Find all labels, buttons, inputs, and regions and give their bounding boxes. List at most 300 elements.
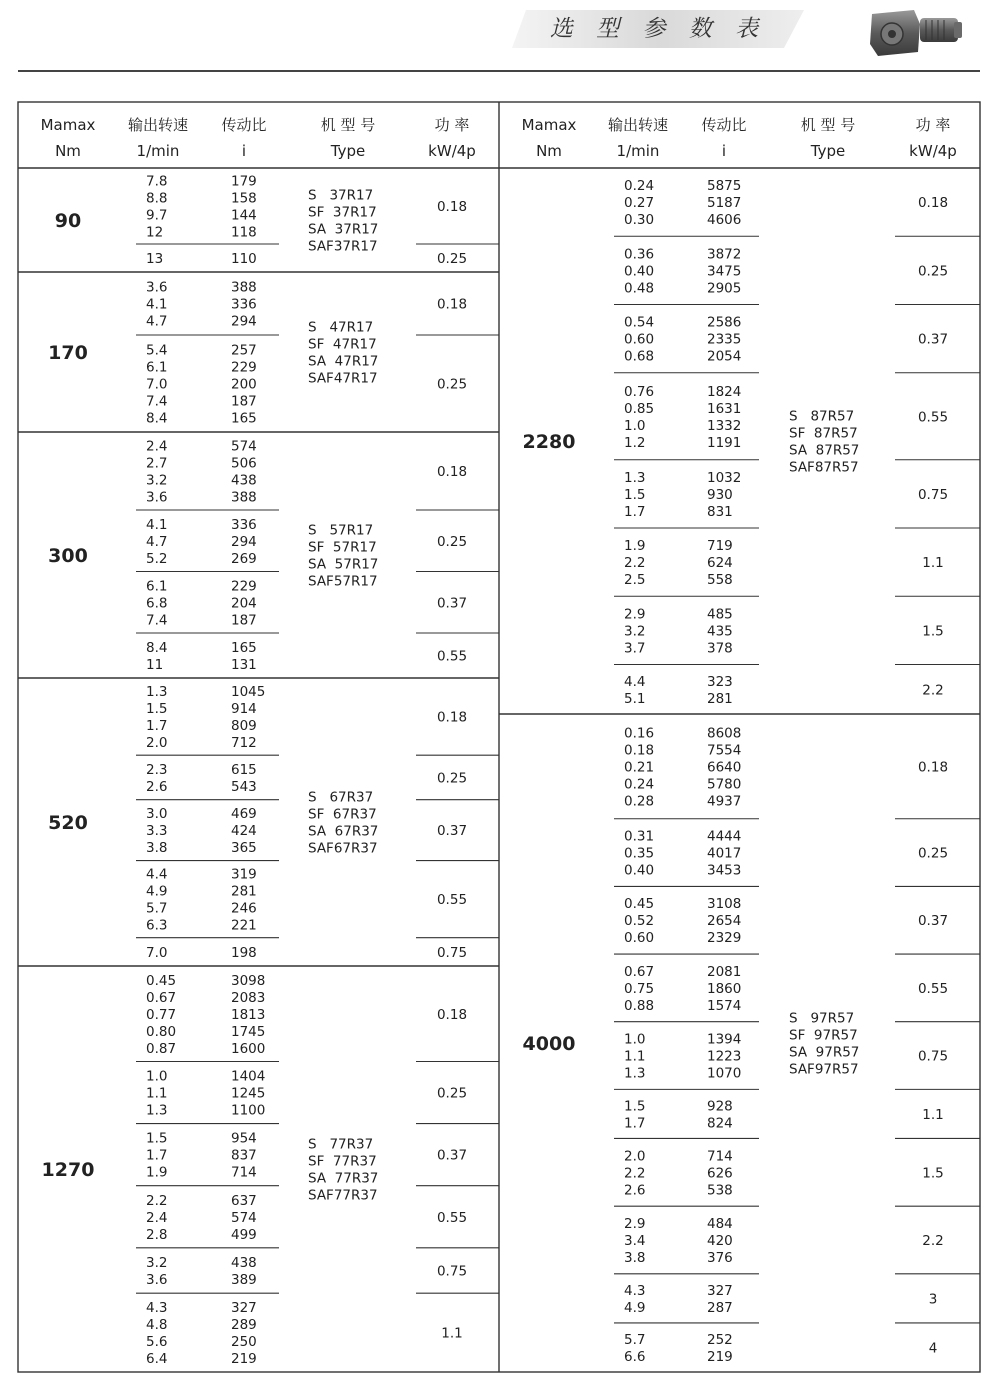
output-speed-value: 0.75 [624, 980, 655, 997]
output-speed-value: 2.6 [146, 778, 168, 795]
power-value: 1.5 [922, 623, 944, 640]
output-speed-value: 0.48 [624, 280, 655, 297]
model-type: SA 47R17 [308, 353, 379, 370]
column-header-4: 机 型 号 [320, 116, 376, 134]
output-speed-value: 0.36 [624, 246, 655, 263]
ratio-value: 438 [231, 1255, 257, 1271]
ratio-value: 1070 [707, 1065, 742, 1082]
output-speed-value: 1.1 [624, 1048, 646, 1065]
ratio-value: 389 [231, 1272, 257, 1288]
output-speed-value: 0.45 [146, 972, 177, 989]
output-speed-value: 6.6 [624, 1348, 646, 1365]
output-speed-value: 3.4 [624, 1232, 646, 1249]
power-value: 0.55 [436, 1209, 468, 1226]
ratio-value: 1394 [707, 1031, 742, 1048]
model-type: SAF47R17 [308, 370, 378, 387]
output-speed-value: 3.6 [146, 279, 168, 296]
column-header-unit-5: kW/4p [909, 142, 957, 160]
ratio-value: 438 [231, 472, 257, 489]
ratio-value: 2335 [707, 331, 742, 348]
output-speed-value: 5.4 [146, 342, 168, 359]
output-speed-value: 1.5 [146, 701, 168, 718]
column-header-5: 功 率 [915, 116, 951, 134]
model-type: SA 57R17 [308, 556, 379, 573]
column-header-unit-3: i [721, 142, 727, 160]
ratio-value: 198 [231, 944, 257, 961]
torque-value: 2280 [522, 431, 576, 453]
ratio-value: 2081 [707, 963, 742, 980]
power-value: 1.1 [922, 1106, 944, 1123]
torque-value: 520 [48, 812, 88, 834]
ratio-value: 574 [231, 438, 257, 455]
power-value: 0.37 [917, 331, 949, 348]
ratio-value: 831 [707, 503, 733, 520]
column-header-unit-1: Nm [55, 142, 81, 160]
output-speed-value: 4.9 [624, 1299, 646, 1316]
model-type: S 37R17 [308, 187, 374, 204]
ratio-value: 294 [231, 313, 257, 330]
ratio-value: 6640 [707, 759, 742, 776]
output-speed-value: 0.28 [624, 793, 655, 810]
output-speed-value: 1.9 [624, 538, 646, 555]
output-speed-value: 0.40 [624, 862, 655, 879]
output-speed-value: 0.67 [146, 989, 177, 1006]
output-speed-value: 1.5 [146, 1130, 168, 1147]
ratio-value: 219 [231, 1351, 257, 1368]
output-speed-value: 0.85 [624, 400, 655, 417]
ratio-value: 2329 [707, 930, 742, 947]
ratio-value: 615 [231, 761, 257, 778]
torque-value: 90 [54, 210, 82, 232]
ratio-value: 204 [231, 595, 257, 612]
output-speed-value: 3.3 [146, 823, 168, 840]
output-speed-value: 1.7 [624, 1115, 646, 1132]
ratio-value: 837 [231, 1147, 257, 1164]
ratio-value: 118 [231, 224, 257, 241]
output-speed-value: 7.8 [146, 173, 168, 190]
ratio-value: 1404 [231, 1068, 266, 1085]
ratio-value: 187 [231, 393, 257, 410]
ratio-value: 543 [231, 778, 257, 795]
output-speed-value: 2.4 [146, 438, 168, 455]
output-speed-value: 4.7 [146, 313, 168, 330]
output-speed-value: 9.7 [146, 207, 168, 224]
power-value: 0.18 [436, 1006, 468, 1023]
output-speed-value: 1.0 [624, 1031, 646, 1048]
output-speed-value: 7.0 [146, 944, 168, 961]
output-speed-value: 1.0 [146, 1068, 168, 1085]
output-speed-value: 8.4 [146, 410, 168, 427]
ratio-value: 3453 [707, 862, 742, 879]
column-header-unit-2: 1/min [616, 142, 660, 160]
ratio-value: 4444 [707, 828, 742, 845]
output-speed-value: 2.2 [146, 1192, 168, 1209]
ratio-value: 930 [707, 486, 733, 503]
ratio-value: 424 [231, 823, 257, 840]
power-value: 0.18 [917, 195, 949, 212]
ratio-value: 179 [231, 173, 257, 190]
ratio-value: 499 [231, 1226, 257, 1243]
model-type: SA 97R57 [789, 1044, 860, 1061]
model-type: SA 67R37 [308, 823, 379, 840]
ratio-value: 1245 [231, 1085, 266, 1102]
ratio-value: 928 [707, 1098, 733, 1115]
output-speed-value: 1.3 [146, 1102, 168, 1119]
model-type: S 77R37 [308, 1136, 374, 1153]
ratio-value: 323 [707, 673, 733, 690]
output-speed-value: 0.77 [146, 1006, 177, 1023]
ratio-value: 469 [231, 806, 257, 823]
output-speed-value: 1.7 [624, 503, 646, 520]
power-value: 0.75 [436, 1263, 468, 1280]
output-speed-value: 5.7 [146, 900, 168, 917]
model-type: SF 67R37 [308, 806, 377, 823]
ratio-value: 4606 [707, 212, 742, 229]
ratio-value: 1824 [707, 383, 742, 400]
ratio-value: 281 [231, 883, 257, 900]
ratio-value: 5187 [707, 195, 742, 212]
ratio-value: 158 [231, 190, 257, 207]
torque-value: 300 [48, 545, 88, 567]
output-speed-value: 0.88 [624, 997, 655, 1014]
model-type: SA 37R17 [308, 221, 379, 238]
ratio-value: 365 [231, 840, 257, 857]
power-value: 0.18 [436, 709, 468, 726]
model-type: SF 97R57 [789, 1027, 858, 1044]
output-speed-value: 4.1 [146, 516, 168, 533]
model-type: SAF57R17 [308, 573, 378, 590]
ratio-value: 712 [231, 735, 257, 752]
output-speed-value: 2.9 [624, 606, 646, 623]
ratio-value: 5875 [707, 178, 742, 195]
model-type: S 97R57 [789, 1010, 855, 1027]
column-header-1: Mamax [521, 116, 577, 134]
power-value: 0.25 [917, 263, 949, 280]
torque-value: 4000 [522, 1033, 576, 1055]
page-title: 选 型 参 数 表 [549, 16, 767, 42]
power-value: 0.18 [436, 464, 468, 480]
output-speed-value: 3.8 [146, 840, 168, 857]
output-speed-value: 3.2 [624, 623, 646, 640]
power-value: 0.55 [917, 409, 949, 426]
output-speed-value: 0.27 [624, 195, 655, 212]
ratio-value: 914 [231, 701, 257, 718]
output-speed-value: 0.80 [146, 1023, 177, 1040]
output-speed-value: 4.4 [624, 673, 646, 690]
model-type: S 57R17 [308, 522, 374, 539]
model-type: SAF37R17 [308, 238, 378, 255]
output-speed-value: 3.6 [146, 489, 168, 506]
ratio-value: 1745 [231, 1023, 266, 1040]
ratio-value: 388 [231, 489, 257, 506]
ratio-value: 2586 [707, 314, 742, 331]
output-speed-value: 7.4 [146, 612, 168, 629]
ratio-value: 110 [231, 251, 257, 267]
model-type: SAF67R37 [308, 840, 378, 857]
output-speed-value: 4.3 [624, 1282, 646, 1299]
output-speed-value: 0.16 [624, 725, 655, 742]
ratio-value: 637 [231, 1192, 257, 1209]
ratio-value: 4937 [707, 793, 742, 810]
output-speed-value: 6.4 [146, 1351, 168, 1368]
ratio-value: 2905 [707, 280, 742, 297]
power-value: 0.18 [436, 296, 468, 313]
output-speed-value: 0.87 [146, 1040, 177, 1057]
ratio-value: 388 [231, 279, 257, 296]
ratio-value: 3475 [707, 263, 742, 280]
power-value: 2.2 [922, 682, 944, 699]
column-header-unit-5: kW/4p [428, 142, 476, 160]
power-value: 0.18 [917, 759, 949, 776]
column-header-unit-4: Type [810, 142, 846, 160]
model-type: SF 47R17 [308, 336, 377, 353]
output-speed-value: 0.35 [624, 845, 655, 862]
model-type: SA 87R57 [789, 442, 860, 459]
output-speed-value: 3.6 [146, 1272, 168, 1288]
ratio-value: 5780 [707, 776, 742, 793]
column-header-3: 传动比 [701, 116, 747, 134]
output-speed-value: 7.4 [146, 393, 168, 410]
output-speed-value: 13 [146, 251, 164, 267]
output-speed-value: 2.6 [624, 1182, 646, 1199]
output-speed-value: 3.2 [146, 1255, 168, 1271]
power-value: 0.55 [436, 892, 468, 909]
ratio-value: 336 [231, 516, 257, 533]
output-speed-value: 0.24 [624, 776, 655, 793]
output-speed-value: 2.4 [146, 1209, 168, 1226]
ratio-value: 1600 [231, 1040, 266, 1057]
ratio-value: 257 [231, 342, 257, 359]
output-speed-value: 4.9 [146, 883, 168, 900]
output-speed-value: 0.18 [624, 742, 655, 759]
power-value: 0.25 [436, 770, 468, 787]
power-value: 0.37 [917, 913, 949, 930]
output-speed-value: 4.1 [146, 296, 168, 313]
ratio-value: 435 [707, 623, 733, 640]
output-speed-value: 3.2 [146, 472, 168, 489]
output-speed-value: 0.76 [624, 383, 655, 400]
ratio-value: 8608 [707, 725, 742, 742]
ratio-value: 1574 [707, 997, 742, 1014]
output-speed-value: 6.3 [146, 917, 168, 934]
ratio-value: 485 [707, 606, 733, 623]
output-speed-value: 2.9 [624, 1215, 646, 1232]
output-speed-value: 8.4 [146, 640, 168, 656]
power-value: 0.37 [436, 595, 468, 612]
torque-value: 170 [48, 342, 88, 364]
output-speed-value: 0.68 [624, 348, 655, 365]
column-header-5: 功 率 [434, 116, 470, 134]
ratio-value: 7554 [707, 742, 742, 759]
model-type: SF 87R57 [789, 425, 858, 442]
output-speed-value: 0.31 [624, 828, 655, 845]
ratio-value: 219 [707, 1348, 733, 1365]
output-speed-value: 5.1 [624, 690, 646, 707]
output-speed-value: 0.40 [624, 263, 655, 280]
output-speed-value: 1.5 [624, 1098, 646, 1115]
ratio-value: 3098 [231, 972, 266, 989]
ratio-value: 200 [231, 376, 257, 393]
output-speed-value: 1.3 [624, 1065, 646, 1082]
output-speed-value: 4.4 [146, 866, 168, 883]
model-type: S 67R37 [308, 789, 374, 806]
ratio-value: 809 [231, 718, 257, 735]
output-speed-value: 1.7 [146, 1147, 168, 1164]
ratio-value: 1032 [707, 469, 742, 486]
column-header-1: Mamax [40, 116, 96, 134]
output-speed-value: 0.45 [624, 896, 655, 913]
power-value: 0.25 [917, 845, 949, 862]
column-header-unit-4: Type [330, 142, 366, 160]
ratio-value: 506 [231, 455, 257, 472]
ratio-value: 1332 [707, 417, 742, 434]
ratio-value: 252 [707, 1331, 733, 1348]
power-value: 0.55 [436, 648, 468, 665]
ratio-value: 1045 [231, 684, 266, 701]
ratio-value: 281 [707, 690, 733, 707]
output-speed-value: 2.8 [146, 1226, 168, 1243]
ratio-value: 574 [231, 1209, 257, 1226]
model-type: SAF77R37 [308, 1187, 378, 1204]
ratio-value: 420 [707, 1232, 733, 1249]
ratio-value: 294 [231, 533, 257, 550]
ratio-value: 269 [231, 550, 257, 567]
output-speed-value: 5.6 [146, 1334, 168, 1351]
output-speed-value: 0.30 [624, 212, 655, 229]
ratio-value: 4017 [707, 845, 742, 862]
ratio-value: 287 [707, 1299, 733, 1316]
ratio-value: 221 [231, 917, 257, 934]
ratio-value: 376 [707, 1249, 733, 1266]
ratio-value: 3108 [707, 896, 742, 913]
output-speed-value: 5.7 [624, 1331, 646, 1348]
ratio-value: 714 [231, 1164, 257, 1181]
ratio-value: 165 [231, 410, 257, 427]
ratio-value: 1100 [231, 1102, 266, 1119]
column-header-4: 机 型 号 [800, 116, 856, 134]
output-speed-value: 2.2 [624, 1165, 646, 1182]
power-value: 0.25 [436, 251, 468, 267]
output-speed-value: 1.9 [146, 1164, 168, 1181]
power-value: 1.5 [922, 1165, 944, 1182]
output-speed-value: 11 [146, 657, 164, 673]
model-type: S 87R57 [789, 408, 855, 425]
ratio-value: 714 [707, 1148, 733, 1165]
power-value: 0.25 [436, 376, 468, 393]
output-speed-value: 2.0 [624, 1148, 646, 1165]
output-speed-value: 12 [146, 224, 164, 241]
output-speed-value: 6.1 [146, 359, 168, 376]
output-speed-value: 4.7 [146, 533, 168, 550]
torque-value: 1270 [41, 1159, 95, 1181]
power-value: 0.18 [436, 199, 468, 215]
ratio-value: 824 [707, 1115, 733, 1132]
output-speed-value: 1.3 [624, 469, 646, 486]
ratio-value: 624 [707, 555, 733, 572]
column-header-unit-1: Nm [536, 142, 562, 160]
ratio-value: 165 [231, 640, 257, 656]
output-speed-value: 2.3 [146, 761, 168, 778]
ratio-value: 484 [707, 1215, 733, 1232]
ratio-value: 1813 [231, 1006, 266, 1023]
ratio-value: 954 [231, 1130, 257, 1147]
ratio-value: 336 [231, 296, 257, 313]
power-value: 0.37 [436, 1147, 468, 1164]
power-value: 0.25 [436, 533, 468, 550]
output-speed-value: 1.3 [146, 684, 168, 701]
output-speed-value: 7.0 [146, 376, 168, 393]
power-value: 0.55 [917, 980, 949, 997]
model-type: SF 37R17 [308, 204, 377, 221]
ratio-value: 131 [231, 657, 257, 673]
power-value: 4 [928, 1340, 938, 1357]
output-speed-value: 0.60 [624, 930, 655, 947]
output-speed-value: 4.8 [146, 1317, 168, 1334]
power-value: 0.37 [436, 823, 468, 840]
ratio-value: 319 [231, 866, 257, 883]
model-type: SF 57R17 [308, 539, 377, 556]
output-speed-value: 2.2 [624, 555, 646, 572]
column-header-unit-2: 1/min [136, 142, 180, 160]
column-header-unit-3: i [241, 142, 247, 160]
power-value: 1.1 [441, 1325, 463, 1342]
ratio-value: 3872 [707, 246, 742, 263]
output-speed-value: 6.8 [146, 595, 168, 612]
model-type: SAF87R57 [789, 459, 859, 476]
ratio-value: 327 [231, 1300, 257, 1317]
ratio-value: 1191 [707, 434, 742, 451]
output-speed-value: 6.1 [146, 578, 168, 595]
power-value: 3 [928, 1291, 938, 1308]
ratio-value: 538 [707, 1182, 733, 1199]
output-speed-value: 4.3 [146, 1300, 168, 1317]
ratio-value: 229 [231, 359, 257, 376]
output-speed-value: 8.8 [146, 190, 168, 207]
output-speed-value: 0.60 [624, 331, 655, 348]
ratio-value: 229 [231, 578, 257, 595]
output-speed-value: 0.24 [624, 178, 655, 195]
ratio-value: 1860 [707, 980, 742, 997]
ratio-value: 2054 [707, 348, 742, 365]
ratio-value: 250 [231, 1334, 257, 1351]
ratio-value: 2083 [231, 989, 266, 1006]
ratio-value: 626 [707, 1165, 733, 1182]
power-value: 1.1 [922, 555, 944, 572]
model-type: SF 77R37 [308, 1153, 377, 1170]
output-speed-value: 2.7 [146, 455, 168, 472]
model-type: SA 77R37 [308, 1170, 379, 1187]
ratio-value: 719 [707, 538, 733, 555]
output-speed-value: 0.21 [624, 759, 655, 776]
output-speed-value: 2.5 [624, 572, 646, 589]
ratio-value: 289 [231, 1317, 257, 1334]
column-header-2: 输出转速 [607, 116, 669, 134]
power-value: 0.75 [436, 944, 468, 961]
ratio-value: 1223 [707, 1048, 742, 1065]
ratio-value: 144 [231, 207, 257, 224]
ratio-value: 2654 [707, 913, 742, 930]
power-value: 0.75 [917, 486, 949, 503]
column-header-3: 传动比 [221, 116, 267, 134]
output-speed-value: 0.52 [624, 913, 655, 930]
output-speed-value: 1.2 [624, 434, 646, 451]
ratio-value: 327 [707, 1282, 733, 1299]
output-speed-value: 3.7 [624, 640, 646, 657]
output-speed-value: 5.2 [146, 550, 168, 567]
output-speed-value: 1.0 [624, 417, 646, 434]
power-value: 2.2 [922, 1232, 944, 1249]
output-speed-value: 2.0 [146, 735, 168, 752]
